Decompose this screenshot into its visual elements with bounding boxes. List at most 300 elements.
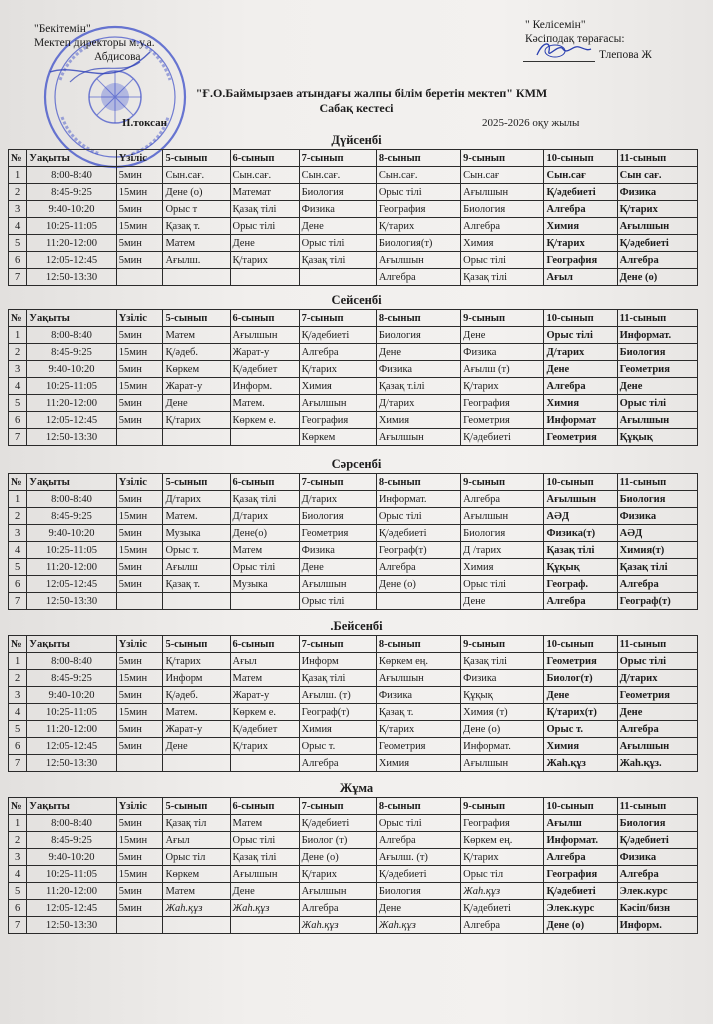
break-duration: 15мин bbox=[116, 184, 163, 201]
subject-cell: Алгебра bbox=[461, 491, 544, 508]
subject-cell: Орыс тілі bbox=[461, 576, 544, 593]
table-row bbox=[9, 559, 698, 576]
subject-cell: Дене (о) bbox=[299, 849, 376, 866]
column-header: № bbox=[9, 310, 27, 327]
day-title: Жұма bbox=[339, 781, 374, 795]
subject-cell: Қ/тарих bbox=[544, 235, 617, 252]
subject-cell: Қ/тарих bbox=[376, 721, 460, 738]
table-row bbox=[9, 201, 698, 218]
table-row bbox=[9, 815, 698, 832]
subject-cell: Дене (о) bbox=[461, 721, 544, 738]
subject-cell: География bbox=[544, 866, 617, 883]
subject-cell: Химия bbox=[299, 378, 376, 395]
subject-cell: Геометрия bbox=[544, 429, 617, 446]
lesson-time: 9:40-10:20 bbox=[27, 201, 116, 218]
subject-cell: Көркем bbox=[163, 866, 230, 883]
lesson-time: 9:40-10:20 bbox=[27, 687, 116, 704]
break-duration: 5мин bbox=[116, 491, 163, 508]
lesson-time: 8:00-8:40 bbox=[27, 491, 116, 508]
table-row bbox=[9, 755, 698, 772]
column-header: № bbox=[9, 150, 27, 167]
subject-cell: Алгебра bbox=[617, 252, 697, 269]
quarter-label: II.токсан bbox=[122, 117, 167, 129]
column-header: Үзіліс bbox=[116, 474, 163, 491]
subject-cell: Музыка bbox=[163, 525, 230, 542]
lesson-time: 12:50-13:30 bbox=[27, 593, 116, 610]
break-duration bbox=[116, 755, 163, 772]
column-header: 5-сынып bbox=[163, 474, 230, 491]
subject-cell: Музыка bbox=[230, 576, 299, 593]
lesson-time: 12:05-12:45 bbox=[27, 412, 116, 429]
table-row bbox=[9, 235, 698, 252]
subject-cell: География bbox=[376, 201, 460, 218]
subject-cell: Алгебра bbox=[544, 849, 617, 866]
subject-cell: Д /тарих bbox=[461, 542, 544, 559]
subject-cell: Алгебра bbox=[376, 832, 460, 849]
subject-cell: Физика bbox=[617, 508, 697, 525]
doc-title: Сабақ кестесі bbox=[319, 101, 394, 115]
lesson-number: 4 bbox=[9, 704, 27, 721]
subject-cell: Көркем ең. bbox=[461, 832, 544, 849]
subject-cell: Қ/әдебиеті bbox=[544, 184, 617, 201]
subject-cell: Химия bbox=[299, 721, 376, 738]
lesson-time: 12:05-12:45 bbox=[27, 576, 116, 593]
subject-cell bbox=[163, 269, 230, 286]
lesson-time: 11:20-12:00 bbox=[27, 559, 116, 576]
subject-cell: Қазақ тілі bbox=[230, 491, 299, 508]
column-header: 10-сынып bbox=[544, 310, 617, 327]
subject-cell: Қ/әдебиеті bbox=[544, 883, 617, 900]
lesson-time: 12:50-13:30 bbox=[27, 269, 116, 286]
column-header: 11-сынып bbox=[617, 474, 697, 491]
signature-line bbox=[523, 49, 595, 62]
subject-cell: Ағылшын bbox=[617, 738, 697, 755]
subject-cell: Жарат-у bbox=[230, 344, 299, 361]
union-label: Кәсіподақ төрағасы: bbox=[525, 33, 625, 45]
subject-cell: Алгебра bbox=[617, 576, 697, 593]
subject-cell: Дене bbox=[544, 687, 617, 704]
break-duration: 5мин bbox=[116, 361, 163, 378]
schedule-table bbox=[8, 309, 698, 446]
lesson-number: 7 bbox=[9, 755, 27, 772]
subject-cell: Матем. bbox=[163, 508, 230, 525]
union-name: Тлепова Ж bbox=[599, 49, 652, 61]
subject-cell: Сын.сағ bbox=[544, 167, 617, 184]
subject-cell: Биология bbox=[617, 344, 697, 361]
table-row bbox=[9, 327, 698, 344]
subject-cell: Информат. bbox=[617, 327, 697, 344]
subject-cell: Қ/әдебиет bbox=[230, 721, 299, 738]
lesson-number: 6 bbox=[9, 576, 27, 593]
director-label: Мектеп директоры м.у.а. bbox=[34, 37, 155, 49]
subject-cell: Алгебра bbox=[617, 721, 697, 738]
break-duration: 5мин bbox=[116, 687, 163, 704]
break-duration: 15мин bbox=[116, 832, 163, 849]
subject-cell bbox=[163, 429, 230, 446]
header-row bbox=[9, 150, 698, 167]
subject-cell: Дене bbox=[617, 704, 697, 721]
subject-cell: Қ/әдеб. bbox=[163, 344, 230, 361]
subject-cell: Орыс т bbox=[163, 201, 230, 218]
break-duration: 5мин bbox=[116, 395, 163, 412]
subject-cell: Химия bbox=[544, 395, 617, 412]
subject-cell: Геометрия bbox=[376, 738, 460, 755]
subject-cell: Физика bbox=[617, 184, 697, 201]
lesson-number: 1 bbox=[9, 167, 27, 184]
subject-cell: Көркем ең. bbox=[376, 653, 460, 670]
lesson-number: 2 bbox=[9, 670, 27, 687]
subject-cell: Алгебра bbox=[544, 201, 617, 218]
subject-cell: Ағылшын bbox=[617, 412, 697, 429]
lesson-time: 10:25-11:05 bbox=[27, 218, 116, 235]
lesson-time: 11:20-12:00 bbox=[27, 235, 116, 252]
column-header: 6-сынып bbox=[230, 798, 299, 815]
day-title: Сәрсенбі bbox=[331, 457, 382, 471]
subject-cell: Дене (о) bbox=[544, 917, 617, 934]
subject-cell: Алгебра bbox=[376, 559, 460, 576]
subject-cell: Дене bbox=[617, 378, 697, 395]
subject-cell: Матем bbox=[230, 815, 299, 832]
subject-cell: Ағылш. bbox=[163, 252, 230, 269]
subject-cell: Орыс тілі bbox=[230, 832, 299, 849]
table-row bbox=[9, 576, 698, 593]
subject-cell: Орыс т. bbox=[299, 738, 376, 755]
subject-cell: Матем bbox=[230, 542, 299, 559]
lesson-time: 12:50-13:30 bbox=[27, 917, 116, 934]
subject-cell: Дене bbox=[163, 738, 230, 755]
lesson-time: 8:45-9:25 bbox=[27, 832, 116, 849]
subject-cell: Орыс тілі bbox=[617, 653, 697, 670]
subject-cell: Қ/тарих bbox=[461, 378, 544, 395]
break-duration: 5мин bbox=[116, 738, 163, 755]
subject-cell: Биология bbox=[461, 201, 544, 218]
subject-cell: Қазақ т.ілі bbox=[376, 378, 460, 395]
subject-cell: Қ/әдебиет bbox=[230, 361, 299, 378]
break-duration: 5мин bbox=[116, 576, 163, 593]
subject-cell: Ағылшын bbox=[461, 508, 544, 525]
subject-cell: Қ/тарих bbox=[376, 218, 460, 235]
subject-cell: Биолог (т) bbox=[299, 832, 376, 849]
subject-cell: Қ/тарих bbox=[299, 361, 376, 378]
subject-cell: Қ/әдебиеті bbox=[461, 429, 544, 446]
subject-cell: Орыс тілі bbox=[461, 252, 544, 269]
column-header: № bbox=[9, 636, 27, 653]
lesson-time: 11:20-12:00 bbox=[27, 883, 116, 900]
lesson-number: 5 bbox=[9, 883, 27, 900]
lesson-number: 1 bbox=[9, 653, 27, 670]
break-duration bbox=[116, 429, 163, 446]
column-header: 7-сынып bbox=[299, 474, 376, 491]
column-header: 6-сынып bbox=[230, 474, 299, 491]
table-row bbox=[9, 344, 698, 361]
subject-cell: Қ/әдебиеті bbox=[376, 866, 460, 883]
subject-cell: Математ bbox=[230, 184, 299, 201]
lesson-time: 10:25-11:05 bbox=[27, 542, 116, 559]
approve-label: "Бекітемін" bbox=[34, 23, 91, 35]
subject-cell: Химия bbox=[376, 412, 460, 429]
subject-cell: Көркем е. bbox=[230, 704, 299, 721]
lesson-number: 2 bbox=[9, 184, 27, 201]
subject-cell: Көркем bbox=[163, 361, 230, 378]
column-header: 9-сынып bbox=[461, 474, 544, 491]
subject-cell: Биология bbox=[461, 525, 544, 542]
subject-cell: Дене (о) bbox=[163, 184, 230, 201]
table-row bbox=[9, 491, 698, 508]
subject-cell: Информат. bbox=[376, 491, 460, 508]
column-header: 5-сынып bbox=[163, 798, 230, 815]
subject-cell: Алгебра bbox=[376, 269, 460, 286]
subject-cell: Д/тарих bbox=[230, 508, 299, 525]
subject-cell: Орыс тілі bbox=[376, 508, 460, 525]
subject-cell: Жарат-у bbox=[163, 721, 230, 738]
break-duration: 5мин bbox=[116, 900, 163, 917]
subject-cell: Ағылшын bbox=[544, 491, 617, 508]
schedule-table bbox=[8, 635, 698, 772]
subject-cell: Құқық bbox=[461, 687, 544, 704]
subject-cell: Физика bbox=[299, 542, 376, 559]
table-row bbox=[9, 704, 698, 721]
lesson-time: 11:20-12:00 bbox=[27, 395, 116, 412]
subject-cell: Сын.сағ. bbox=[230, 167, 299, 184]
table-row bbox=[9, 429, 698, 446]
subject-cell: Географ(т) bbox=[617, 593, 697, 610]
column-header: 7-сынып bbox=[299, 310, 376, 327]
subject-cell: АӘД bbox=[617, 525, 697, 542]
subject-cell: Ағылш bbox=[163, 559, 230, 576]
subject-cell: Физика bbox=[461, 670, 544, 687]
subject-cell: Ағылш (т) bbox=[461, 361, 544, 378]
column-header: 9-сынып bbox=[461, 636, 544, 653]
lesson-number: 1 bbox=[9, 491, 27, 508]
subject-cell: Геометрия bbox=[544, 653, 617, 670]
subject-cell: Геометрия bbox=[617, 361, 697, 378]
lesson-number: 2 bbox=[9, 508, 27, 525]
column-header: Уақыты bbox=[27, 636, 116, 653]
subject-cell: Информ bbox=[299, 653, 376, 670]
subject-cell: Қазақ тілі bbox=[617, 559, 697, 576]
break-duration bbox=[116, 269, 163, 286]
subject-cell: Орыс тілі bbox=[376, 815, 460, 832]
subject-cell: Биолог(т) bbox=[544, 670, 617, 687]
lesson-number: 6 bbox=[9, 412, 27, 429]
subject-cell: Қазақ тілі bbox=[299, 252, 376, 269]
subject-cell: Матем bbox=[163, 235, 230, 252]
break-duration: 5мин bbox=[116, 559, 163, 576]
subject-cell: Физика bbox=[617, 849, 697, 866]
subject-cell: Химия bbox=[376, 755, 460, 772]
table-row bbox=[9, 269, 698, 286]
subject-cell: География bbox=[461, 395, 544, 412]
subject-cell: Жаһ.құз. bbox=[617, 755, 697, 772]
subject-cell: Химия bbox=[544, 738, 617, 755]
subject-cell: Д/тарих bbox=[544, 344, 617, 361]
column-header: 8-сынып bbox=[376, 150, 460, 167]
subject-cell: Қ/тарих bbox=[461, 849, 544, 866]
subject-cell: Қ/тарих bbox=[230, 252, 299, 269]
subject-cell: Дене bbox=[544, 361, 617, 378]
subject-cell bbox=[376, 593, 460, 610]
table-row bbox=[9, 361, 698, 378]
subject-cell: Алгебра bbox=[544, 593, 617, 610]
subject-cell: Химия bbox=[544, 218, 617, 235]
subject-cell: Алгебра bbox=[299, 755, 376, 772]
table-row bbox=[9, 412, 698, 429]
day-title: Сейсенбі bbox=[331, 293, 382, 307]
table-row bbox=[9, 883, 698, 900]
break-duration: 15мин bbox=[116, 508, 163, 525]
subject-cell: Физика bbox=[299, 201, 376, 218]
subject-cell: Жаһ.құз bbox=[544, 755, 617, 772]
subject-cell: Қ/тарих bbox=[163, 412, 230, 429]
break-duration: 15мин bbox=[116, 866, 163, 883]
column-header: 9-сынып bbox=[461, 150, 544, 167]
subject-cell bbox=[163, 755, 230, 772]
subject-cell: Географ(т) bbox=[376, 542, 460, 559]
subject-cell bbox=[230, 593, 299, 610]
break-duration: 15мин bbox=[116, 670, 163, 687]
table-row bbox=[9, 849, 698, 866]
subject-cell: Сын.сағ. bbox=[163, 167, 230, 184]
subject-cell: Қ/әдебиеті bbox=[617, 235, 697, 252]
table-row bbox=[9, 687, 698, 704]
column-header: 11-сынып bbox=[617, 150, 697, 167]
subject-cell: Құқық bbox=[617, 429, 697, 446]
column-header: Үзіліс bbox=[116, 636, 163, 653]
subject-cell: Химия(т) bbox=[617, 542, 697, 559]
schedule-table bbox=[8, 149, 698, 286]
subject-cell: Дене bbox=[299, 218, 376, 235]
break-duration: 5мин bbox=[116, 721, 163, 738]
table-row bbox=[9, 593, 698, 610]
subject-cell: Орыс тіл bbox=[163, 849, 230, 866]
subject-cell: Қ/әдебиеті bbox=[376, 525, 460, 542]
subject-cell: Матем. bbox=[230, 395, 299, 412]
lesson-time: 9:40-10:20 bbox=[27, 525, 116, 542]
subject-cell: Географ(т) bbox=[299, 704, 376, 721]
break-duration: 5мин bbox=[116, 235, 163, 252]
subject-cell: Химия (т) bbox=[461, 704, 544, 721]
subject-cell: Информат. bbox=[544, 832, 617, 849]
column-header: 9-сынып bbox=[461, 310, 544, 327]
subject-cell: Физика bbox=[376, 687, 460, 704]
table-row bbox=[9, 184, 698, 201]
lesson-time: 12:50-13:30 bbox=[27, 429, 116, 446]
subject-cell: Химия bbox=[461, 235, 544, 252]
break-duration bbox=[116, 917, 163, 934]
subject-cell: Қазақ тілі bbox=[461, 269, 544, 286]
subject-cell: Дене bbox=[461, 593, 544, 610]
subject-cell: Ағылшын bbox=[299, 395, 376, 412]
lesson-number: 3 bbox=[9, 525, 27, 542]
subject-cell: Дене bbox=[163, 395, 230, 412]
subject-cell: Ағылшын bbox=[299, 576, 376, 593]
subject-cell: Орыс тілі bbox=[544, 327, 617, 344]
subject-cell: Геометрия bbox=[299, 525, 376, 542]
table-row bbox=[9, 900, 698, 917]
signature-icon bbox=[533, 39, 593, 61]
subject-cell: Дене (о) bbox=[617, 269, 697, 286]
lesson-number: 6 bbox=[9, 738, 27, 755]
agree-label: " Келісемін" bbox=[525, 19, 586, 31]
break-duration: 15мин bbox=[116, 378, 163, 395]
schedule-table bbox=[8, 797, 698, 934]
table-row bbox=[9, 866, 698, 883]
subject-cell: Орыс тіл bbox=[461, 866, 544, 883]
lesson-number: 7 bbox=[9, 917, 27, 934]
subject-cell: Құқық bbox=[544, 559, 617, 576]
lesson-time: 8:00-8:40 bbox=[27, 167, 116, 184]
lesson-number: 7 bbox=[9, 429, 27, 446]
subject-cell: Орыс тілі bbox=[230, 559, 299, 576]
subject-cell bbox=[230, 429, 299, 446]
subject-cell: Ағылшын bbox=[461, 184, 544, 201]
lesson-time: 12:05-12:45 bbox=[27, 900, 116, 917]
column-header: 10-сынып bbox=[544, 636, 617, 653]
subject-cell: Матем. bbox=[163, 704, 230, 721]
header-row bbox=[9, 636, 698, 653]
subject-cell: Қ/тарих bbox=[617, 201, 697, 218]
break-duration: 5мин bbox=[116, 525, 163, 542]
lesson-number: 2 bbox=[9, 832, 27, 849]
subject-cell: Матем bbox=[163, 327, 230, 344]
break-duration: 15мин bbox=[116, 344, 163, 361]
subject-cell bbox=[230, 917, 299, 934]
subject-cell: Сын.сағ. bbox=[299, 167, 376, 184]
lesson-time: 10:25-11:05 bbox=[27, 378, 116, 395]
column-header: 11-сынып bbox=[617, 636, 697, 653]
subject-cell: Д/тарих bbox=[376, 395, 460, 412]
subject-cell: Физика bbox=[461, 344, 544, 361]
column-header: 8-сынып bbox=[376, 310, 460, 327]
subject-cell: Ағылшын bbox=[299, 883, 376, 900]
lesson-number: 5 bbox=[9, 559, 27, 576]
column-header: 8-сынып bbox=[376, 474, 460, 491]
table-row bbox=[9, 738, 698, 755]
lesson-time: 10:25-11:05 bbox=[27, 704, 116, 721]
column-header: 11-сынып bbox=[617, 798, 697, 815]
subject-cell: Информ bbox=[163, 670, 230, 687]
subject-cell: Жаһ.құз bbox=[163, 900, 230, 917]
subject-cell: Дене bbox=[230, 235, 299, 252]
subject-cell: Д/тарих bbox=[617, 670, 697, 687]
column-header: Үзіліс bbox=[116, 310, 163, 327]
break-duration: 5мин bbox=[116, 815, 163, 832]
subject-cell: Дене bbox=[376, 344, 460, 361]
subject-cell: Орыс тілі bbox=[299, 235, 376, 252]
lesson-time: 10:25-11:05 bbox=[27, 866, 116, 883]
column-header: Уақыты bbox=[27, 150, 116, 167]
subject-cell: Ағылшын bbox=[376, 670, 460, 687]
subject-cell: Алгебра bbox=[544, 378, 617, 395]
lesson-time: 12:05-12:45 bbox=[27, 252, 116, 269]
lesson-number: 6 bbox=[9, 252, 27, 269]
subject-cell: Жаһ.құз bbox=[461, 883, 544, 900]
subject-cell: Д/тарих bbox=[163, 491, 230, 508]
subject-cell bbox=[230, 755, 299, 772]
lesson-number: 3 bbox=[9, 687, 27, 704]
subject-cell: Қазақ тіл bbox=[163, 815, 230, 832]
subject-cell: Сын сағ. bbox=[617, 167, 697, 184]
subject-cell: Ағылшын bbox=[230, 866, 299, 883]
subject-cell: Ағыл bbox=[230, 653, 299, 670]
subject-cell: Орыс тілі bbox=[299, 593, 376, 610]
subject-cell: Элек.курс bbox=[544, 900, 617, 917]
column-header: 6-сынып bbox=[230, 310, 299, 327]
table-row bbox=[9, 395, 698, 412]
school-title: "Ғ.О.Баймырзаев атындағы жалпы білім беретін мектеп" КММ bbox=[195, 86, 548, 100]
column-header: 7-сынып bbox=[299, 150, 376, 167]
subject-cell: Жаһ.құз bbox=[376, 917, 460, 934]
